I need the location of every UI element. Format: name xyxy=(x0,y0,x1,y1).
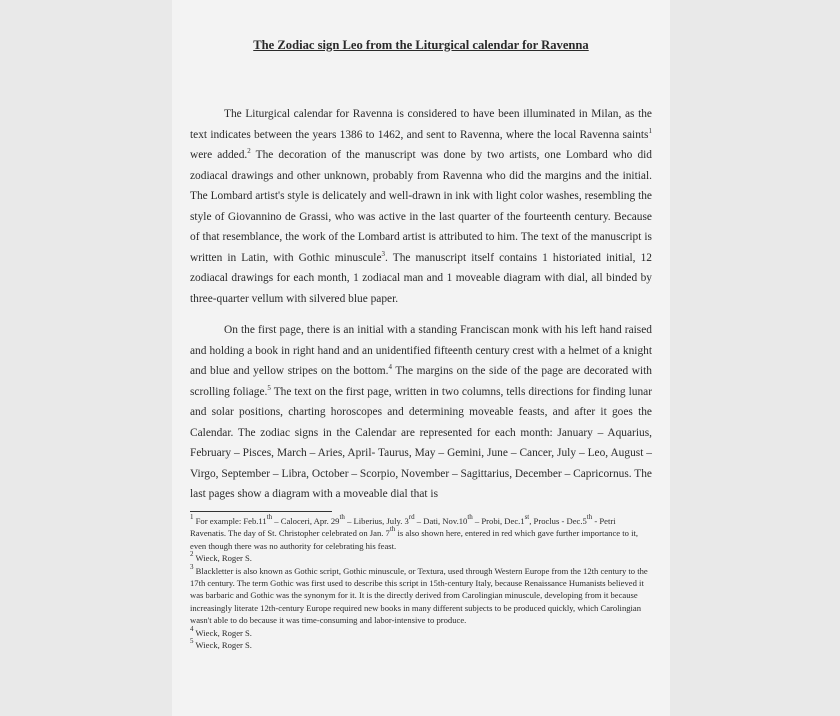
footnote-text: – Dati, Nov.10 xyxy=(414,516,468,526)
ordinal-suffix: th xyxy=(389,525,396,534)
paragraph-1-text-a: The Liturgical calendar for Ravenna is considered to have been illuminated in Milan, as the text indicates between the years 1386 to 1462, and sent to Ravenna, where the local Ravenna saints xyxy=(190,108,652,141)
paragraph-1 xyxy=(190,104,652,309)
paragraph-1-text-d: . The manuscript itself contains 1 historiated initial, 12 zodiacal drawings for each month, 1 zodiacal man and 1 moveable diagram with dial, all binded by three-quarter vellum with silvered blue paper. xyxy=(190,251,652,305)
ordinal-suffix: th xyxy=(339,513,345,521)
footnote-number: 2 xyxy=(190,550,194,559)
ordinal-suffix: rd xyxy=(408,513,415,521)
footnote-ref-4[interactable]: 4 xyxy=(388,363,392,371)
footnote-1 xyxy=(190,515,652,552)
footnote-ref-2[interactable]: 2 xyxy=(247,147,251,155)
footnote-ref-3[interactable]: 3 xyxy=(381,249,386,258)
paragraph-2 xyxy=(190,320,652,505)
footnote-text: – Probi, Dec.1 xyxy=(472,516,525,526)
ordinal-suffix: st xyxy=(524,513,530,521)
footnote-2 xyxy=(190,552,652,564)
footnote-number: 4 xyxy=(190,624,194,633)
paragraph-2-text-b: The margins on the side of the page are decorated with scrolling foliage. xyxy=(190,365,652,398)
footnote-divider xyxy=(190,511,332,512)
ordinal-suffix: th xyxy=(586,513,593,521)
footnote-4 xyxy=(190,624,652,639)
footnote-number: 5 xyxy=(190,637,194,646)
ordinal-suffix: th xyxy=(266,513,273,521)
paragraph-1-text-c: The decoration of the manuscript was done by two artists, one Lombard who did zodiacal drawings and other unknown, probably from Ravenna who did the margins and the initial. The Lombard artist's style is delicately and well-drawn in ink with light color washes, resembling the style of Giovannino de Grassi, who was active in the last quarter of the fourteenth century. Because of that resemblance, the work of the Lombard artist is attributed to him. The text of the manuscript is written in Latin, with Gothic minuscule xyxy=(190,149,653,264)
footnote-text: - Petri Ravenatis. The day of St. Christopher celebrated on Jan. 7 xyxy=(190,516,616,539)
footnotes xyxy=(190,515,652,651)
footnote-text: Wieck, Roger S. xyxy=(193,640,252,651)
footnote-5 xyxy=(190,639,652,651)
document-title: The Zodiac sign Leo from the Liturgical calendar for Ravenna xyxy=(253,38,589,52)
footnote-text: – Caloceri, Apr. 29 xyxy=(272,516,340,526)
footnote-text: – Liberius, July. 3 xyxy=(344,516,409,526)
paragraph-1-text-b: were added. xyxy=(190,149,248,161)
paragraph-2-text-a: On the first page, there is an initial with a standing Franciscan monk with his left hand raised and holding a book in right hand and an unidentified fifteenth century crest with a helmet of a knight and blue and yellow stripes on the bottom. xyxy=(190,324,652,377)
footnote-3 xyxy=(190,562,652,627)
footnote-text: Wieck, Roger S. xyxy=(193,553,252,564)
paragraph-2-text-c: The text on the first page, written in two columns, tells directions for finding lunar and solar positions, charting horoscopes and determining moveable feasts, and after it goes the Calendar. The zodiac signs in the Calendar are represented for each month: January – Aquarius, February – Pisces, March – Aries, April- Taurus, May – Gemini, June – Cancer, July – Leo, August – Virgo, September – Libra, October – Scorpio, November – Sagittarius, December – Capricornus. The last pages show a diagram with a moveable dial that is xyxy=(190,385,653,500)
footnote-text: Wieck, Roger S. xyxy=(193,627,252,638)
footnote-text: is also shown here, entered in red which gave further importance to it, even though there was no authority for celebrating his feast. xyxy=(190,528,638,551)
footnote-ref-5[interactable]: 5 xyxy=(267,383,271,392)
footnote-number: 1 xyxy=(190,513,194,521)
ordinal-suffix: th xyxy=(467,513,473,521)
document-page xyxy=(172,0,670,716)
footnote-text: Blackletter is also known as Gothic script, Gothic minuscule, or Textura, used through Western Europe from the 12th century to the 17th century. The term Gothic was first used to describe this script in 15th-century Italy, because Renaissance Humanists believed it was barbaric and Gothic was the synonym for it. It is the directly derived from Carolingian minuscule, developing from it because increasingly literate 12th-century Europe required new books in many different subjects to be produced quickly, which Carolingian wasn't able to do because it was time-consuming and labor-intensive to produce. xyxy=(190,565,648,626)
footnote-ref-1[interactable]: 1 xyxy=(648,126,652,135)
footnote-text: For example: Feb.11 xyxy=(193,516,267,526)
footnote-number: 3 xyxy=(190,562,194,571)
footnote-text: , Proclus - Dec.5 xyxy=(529,516,587,526)
